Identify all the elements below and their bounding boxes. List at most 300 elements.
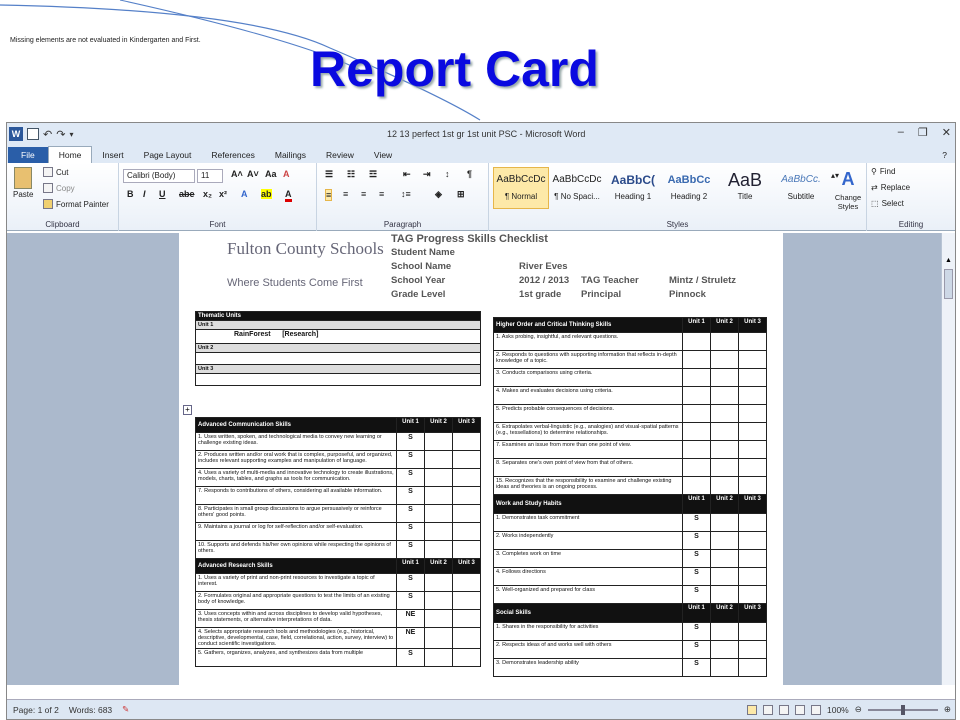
table-row <box>494 351 767 369</box>
unit-mark-cell[interactable] <box>711 550 739 568</box>
unit-mark-cell[interactable] <box>425 610 453 628</box>
unit-header: Unit 1 <box>397 559 425 574</box>
tab-page-layout[interactable]: Page Layout <box>143 150 192 160</box>
style-heading-2[interactable]: AaBbCc Heading 2 <box>667 174 711 201</box>
close-icon[interactable]: ✕ <box>941 127 951 139</box>
align-left-icon[interactable]: ≡ <box>326 190 332 200</box>
table-row <box>494 441 767 459</box>
unit-mark-cell[interactable]: S <box>397 433 425 451</box>
skill-text: 3. Demonstrates leadership ability <box>494 659 683 677</box>
window-title: 12 13 perfect 1st gr 1st unit PSC - Microsoft Word <box>387 129 586 139</box>
unit-mark-cell[interactable]: S <box>397 592 425 610</box>
skill-text: 4. Uses a variety of multi-media and innovative technology to create illustrations, models, charts, tables, and graphs as tools for communication. <box>196 469 397 487</box>
bullets-icon[interactable]: ☰ <box>325 169 334 179</box>
unit-mark-cell[interactable] <box>711 586 739 604</box>
restore-icon[interactable]: ❐ <box>917 127 928 139</box>
format-painter-button[interactable]: Format Painter <box>43 199 109 209</box>
unit-mark-cell[interactable]: S <box>397 541 425 559</box>
table-row <box>196 610 481 628</box>
zoom-level[interactable]: 100% <box>827 704 849 715</box>
underline-icon[interactable]: U <box>159 189 166 199</box>
paste-button[interactable]: Paste <box>13 167 33 199</box>
unit-mark-cell[interactable] <box>739 532 767 550</box>
styles-label: Styles <box>666 220 689 229</box>
unit-mark-cell[interactable] <box>683 441 711 459</box>
unit-mark-cell[interactable] <box>711 441 739 459</box>
unit3-label: Unit 3 <box>196 365 481 374</box>
ribbon-tabs <box>7 145 955 163</box>
table-row <box>494 659 767 677</box>
skill-text: 2. Respects ideas of and works well with others <box>494 641 683 659</box>
unit-mark-cell[interactable]: S <box>397 451 425 469</box>
higher-order-title: Higher Order and Critical Thinking Skills <box>494 318 683 333</box>
unit-mark-cell[interactable] <box>453 541 481 559</box>
replace-icon: ⇄ <box>871 183 878 192</box>
unit-mark-cell[interactable] <box>711 659 739 677</box>
styles-scroll-icon[interactable]: ▴▾ <box>831 171 840 180</box>
shading-icon[interactable]: ◈ <box>435 189 442 199</box>
tab-file[interactable]: File <box>8 147 48 163</box>
unit-mark-cell[interactable] <box>739 659 767 677</box>
paste-icon <box>14 167 32 189</box>
unit-mark-cell[interactable]: S <box>397 505 425 523</box>
borders-icon[interactable]: ⊞ <box>457 189 465 199</box>
skill-text: 2. Responds to questions with supporting information that reflects in-depth knowledge of a topic. <box>494 351 683 369</box>
scroll-up-icon[interactable]: ▲ <box>945 257 952 264</box>
school-name-value: River Eves <box>519 261 568 272</box>
tab-references[interactable]: References <box>211 150 255 160</box>
word-app-icon[interactable]: W <box>9 127 23 141</box>
skill-text: 2. Produces written and/or oral work that is complex, purposeful, and organized, includes relevant supporting examples and manipulation of language. <box>196 451 397 469</box>
numbering-icon[interactable]: ☷ <box>347 169 356 179</box>
document-area <box>7 233 956 685</box>
unit-mark-cell[interactable] <box>739 423 767 441</box>
word-count[interactable]: Words: 683 <box>68 704 113 715</box>
subscript-icon[interactable]: x₂ <box>203 189 213 199</box>
unit-mark-cell[interactable] <box>453 523 481 541</box>
table-row <box>196 628 481 649</box>
unit-mark-cell[interactable] <box>425 574 453 592</box>
table-row <box>494 623 767 641</box>
unit-mark-cell[interactable] <box>683 351 711 369</box>
skill-text: 1. Demonstrates task commitment <box>494 514 683 532</box>
unit-mark-cell[interactable] <box>739 477 767 495</box>
unit-header: Unit 2 <box>711 318 739 333</box>
align-center-icon[interactable]: ≡ <box>343 189 349 199</box>
unit-mark-cell[interactable]: S <box>397 574 425 592</box>
unit-mark-cell[interactable] <box>739 514 767 532</box>
clipboard-label: Clipboard <box>45 220 80 229</box>
proofing-icon[interactable]: ✎ <box>122 704 130 714</box>
unit-mark-cell[interactable] <box>453 505 481 523</box>
font-size-combo[interactable]: 11 <box>197 169 223 183</box>
change-styles-button[interactable]: A Change Styles <box>834 169 862 211</box>
work-study-rows <box>494 514 767 604</box>
grow-font-icon[interactable]: A˄ <box>231 169 243 179</box>
grade-level-value: 1st grade <box>519 289 562 300</box>
unit-mark-cell[interactable]: S <box>683 514 711 532</box>
unit-mark-cell[interactable] <box>453 433 481 451</box>
unit-mark-cell[interactable]: NE <box>397 610 425 628</box>
skill-text: 4. Makes and evaluates decisions using criteria. <box>494 387 683 405</box>
unit-mark-cell[interactable]: S <box>683 623 711 641</box>
word-window <box>6 122 956 720</box>
quick-access-toolbar <box>7 127 73 141</box>
skill-text: 4. Selects appropriate research tools and methodologies (e.g., historical, descriptive, developmental, case, field, correlational, action, survey, interview) to conduct scientific investigations. <box>196 628 397 649</box>
line-spacing-icon[interactable]: ↕≡ <box>401 189 411 199</box>
school-logo: Fulton County Schools <box>227 239 384 258</box>
grade-level-label: Grade Level <box>391 289 446 300</box>
tag-teacher-value: Mintz / Struletz <box>669 275 737 286</box>
table-row <box>494 387 767 405</box>
skill-text: 1. Uses written, spoken, and technological media to convey new learning or challenge existing ideas. <box>196 433 397 451</box>
skill-text: 5. Well-organized and prepared for class <box>494 586 683 604</box>
unit-mark-cell[interactable]: S <box>683 659 711 677</box>
tag-teacher-label: TAG Teacher <box>581 275 639 286</box>
save-icon[interactable] <box>27 128 39 140</box>
table-row <box>494 586 767 604</box>
table-row <box>494 459 767 477</box>
skill-text: 3. Completes work on time <box>494 550 683 568</box>
scroll-thumb[interactable] <box>944 269 953 299</box>
unit-mark-cell[interactable] <box>711 387 739 405</box>
skill-text: 8. Participates in small group discussions to argue persuasively or reinforce others' good points. <box>196 505 397 523</box>
unit-mark-cell[interactable] <box>425 541 453 559</box>
scissors-icon <box>43 167 53 177</box>
unit-mark-cell[interactable]: S <box>397 649 425 667</box>
unit-header: Unit 3 <box>739 604 767 623</box>
tab-mailings[interactable]: Mailings <box>274 150 307 160</box>
tab-insert[interactable]: Insert <box>102 150 124 160</box>
unit-mark-cell[interactable] <box>711 369 739 387</box>
table-row <box>196 592 481 610</box>
help-icon[interactable]: ? <box>942 150 947 160</box>
skill-text: 7. Examines an issue from more than one point of view. <box>494 441 683 459</box>
unit-header: Unit 1 <box>683 604 711 623</box>
unit-mark-cell[interactable] <box>683 459 711 477</box>
thematic-units-table <box>195 311 481 386</box>
styles-group <box>489 163 867 231</box>
justify-icon[interactable]: ≡ <box>379 189 385 199</box>
show-marks-icon[interactable]: ¶ <box>467 169 473 179</box>
higher-order-table <box>493 317 767 677</box>
bold-icon[interactable]: B <box>127 189 134 199</box>
social-rows <box>494 623 767 677</box>
clear-formatting-icon[interactable]: A <box>283 169 290 179</box>
unit-mark-cell[interactable]: S <box>683 586 711 604</box>
unit-mark-cell[interactable] <box>425 487 453 505</box>
social-title: Social Skills <box>494 604 683 623</box>
table-row <box>196 574 481 592</box>
table-row <box>196 505 481 523</box>
checklist-title: TAG Progress Skills Checklist <box>391 233 548 245</box>
table-row <box>494 550 767 568</box>
unit-mark-cell[interactable]: S <box>683 641 711 659</box>
tab-review[interactable]: Review <box>326 150 354 160</box>
table-row <box>196 649 481 667</box>
unit-mark-cell[interactable] <box>739 351 767 369</box>
thematic-title: Thematic Units <box>196 312 481 321</box>
unit-mark-cell[interactable] <box>425 592 453 610</box>
slide-note: Missing elements are not evaluated in Kindergarten and First. <box>10 37 201 44</box>
zoom-slider[interactable] <box>868 709 938 711</box>
table-row <box>196 523 481 541</box>
web-layout-icon[interactable] <box>779 705 789 715</box>
skill-text: 9. Maintains a journal or log for self-reflection and/or self-evaluation. <box>196 523 397 541</box>
editing-label: Editing <box>898 220 924 229</box>
unit-mark-cell[interactable] <box>453 649 481 667</box>
font-group <box>119 163 317 231</box>
unit-mark-cell[interactable] <box>711 477 739 495</box>
unit1-label: Unit 1 <box>196 321 481 330</box>
unit-mark-cell[interactable] <box>739 586 767 604</box>
student-name-label: Student Name <box>391 247 455 258</box>
unit-mark-cell[interactable]: S <box>683 532 711 550</box>
skill-text: 1. Asks probing, insightful, and relevant questions. <box>494 333 683 351</box>
unit-mark-cell[interactable] <box>711 514 739 532</box>
unit-mark-cell[interactable] <box>711 532 739 550</box>
copy-icon <box>43 183 53 193</box>
unit-mark-cell[interactable] <box>711 459 739 477</box>
unit-mark-cell[interactable] <box>711 423 739 441</box>
unit-mark-cell[interactable] <box>453 610 481 628</box>
decrease-indent-icon[interactable]: ⇤ <box>403 169 411 179</box>
table-row <box>196 469 481 487</box>
style-no-spacing[interactable]: AaBbCcDc ¶ No Spaci... <box>552 174 602 201</box>
school-year-value: 2012 / 2013 <box>519 275 570 286</box>
unit-mark-cell[interactable]: NE <box>397 628 425 649</box>
unit-mark-cell[interactable] <box>739 459 767 477</box>
unit3-value <box>196 374 481 386</box>
table-row <box>494 423 767 441</box>
binoculars-icon: ⚲ <box>871 167 877 176</box>
highlight-icon[interactable]: ab <box>261 189 272 199</box>
style-title[interactable]: AaB Title <box>727 170 763 201</box>
unit2-label: Unit 2 <box>196 344 481 353</box>
unit-mark-cell[interactable] <box>683 477 711 495</box>
style-subtitle[interactable]: AaBbCc. Subtitle <box>781 174 821 201</box>
slide-title: Report Card <box>310 41 599 97</box>
skill-text: 5. Gathers, organizes, analyzes, and synthesizes data from multiple <box>196 649 397 667</box>
redo-icon[interactable]: ↷ <box>56 128 66 141</box>
table-row <box>494 405 767 423</box>
skill-text: 5. Predicts probable consequences of decisions. <box>494 405 683 423</box>
table-row <box>494 369 767 387</box>
select-icon: ⬚ <box>871 199 879 208</box>
document-page[interactable] <box>179 233 783 685</box>
brush-icon <box>43 199 53 209</box>
skill-text: 4. Follows directions <box>494 568 683 586</box>
font-label: Font <box>209 220 226 229</box>
skill-text: 3. Conducts comparisons using criteria. <box>494 369 683 387</box>
unit-mark-cell[interactable]: S <box>683 550 711 568</box>
align-right-icon[interactable]: ≡ <box>361 189 367 199</box>
unit-mark-cell[interactable] <box>453 469 481 487</box>
increase-indent-icon[interactable]: ⇥ <box>423 169 431 179</box>
table-row <box>196 541 481 559</box>
table-row <box>494 477 767 495</box>
unit-mark-cell[interactable] <box>425 628 453 649</box>
multilevel-list-icon[interactable]: ☲ <box>369 169 378 179</box>
draft-icon[interactable] <box>811 705 821 715</box>
skill-text: 10. Supports and defends his/her own opinions while respecting the opinions of others. <box>196 541 397 559</box>
unit-mark-cell[interactable] <box>425 523 453 541</box>
school-tagline: Where Students Come First <box>227 277 363 289</box>
unit-mark-cell[interactable] <box>453 487 481 505</box>
adv-comm-rows <box>196 433 481 559</box>
unit-mark-cell[interactable] <box>711 333 739 351</box>
font-name-combo[interactable]: Calibri (Body) <box>123 169 195 183</box>
clipboard-group <box>7 163 119 231</box>
unit-mark-cell[interactable] <box>683 423 711 441</box>
work-study-title: Work and Study Habits <box>494 495 683 514</box>
unit-header: Unit 1 <box>683 495 711 514</box>
style-heading-1[interactable]: AaBbC( Heading 1 <box>611 173 655 201</box>
zoom-out-icon[interactable]: ⊖ <box>854 704 862 714</box>
unit-mark-cell[interactable] <box>739 405 767 423</box>
unit-mark-cell[interactable] <box>711 351 739 369</box>
sort-icon[interactable]: ↕ <box>445 169 450 179</box>
superscript-icon[interactable]: x² <box>219 189 228 199</box>
unit-header: Unit 1 <box>683 318 711 333</box>
unit-mark-cell[interactable] <box>739 441 767 459</box>
paragraph-label: Paragraph <box>383 220 422 229</box>
change-styles-icon: A <box>841 169 855 189</box>
unit-mark-cell[interactable]: S <box>397 487 425 505</box>
table-row <box>494 514 767 532</box>
ribbon <box>7 163 955 231</box>
unit-header: Unit 2 <box>711 604 739 623</box>
title-bar <box>7 123 955 145</box>
table-row <box>196 433 481 451</box>
skill-text: 1. Shares in the responsibility for activities <box>494 623 683 641</box>
unit-header: Unit 2 <box>425 559 453 574</box>
advanced-communication-table <box>195 417 481 667</box>
italic-icon[interactable]: I <box>143 189 146 199</box>
vertical-scrollbar[interactable] <box>941 233 955 685</box>
print-layout-icon[interactable] <box>747 705 757 715</box>
principal-label: Principal <box>581 289 622 300</box>
unit-mark-cell[interactable] <box>711 641 739 659</box>
customize-qat-icon[interactable]: ▾ <box>69 129 74 139</box>
skill-text: 1. Uses a variety of print and non-print resources to investigate a topic of interest. <box>196 574 397 592</box>
table-row <box>494 568 767 586</box>
unit-mark-cell[interactable] <box>453 592 481 610</box>
minimize-icon[interactable]: – <box>897 126 904 138</box>
unit-mark-cell[interactable] <box>425 469 453 487</box>
unit-mark-cell[interactable] <box>739 550 767 568</box>
tab-home[interactable]: Home <box>48 146 93 163</box>
higher-order-rows <box>494 333 767 495</box>
unit-mark-cell[interactable] <box>739 623 767 641</box>
unit-header: Unit 2 <box>711 495 739 514</box>
skill-text: 8. Separates one's own point of view from that of others. <box>494 459 683 477</box>
replace-button[interactable]: ⇄ Replace <box>871 183 911 192</box>
skill-text: 3. Uses concepts within and across disciplines to develop valid hypotheses, thesis statements, or alternative interpretations of data. <box>196 610 397 628</box>
principal-value: Pinnock <box>669 289 706 300</box>
tab-view[interactable]: View <box>373 150 393 160</box>
unit-header: Unit 3 <box>453 559 481 574</box>
unit-header: Unit 3 <box>453 418 481 433</box>
unit-mark-cell[interactable] <box>683 369 711 387</box>
school-name-label: School Name <box>391 261 452 272</box>
unit-header: Unit 3 <box>739 495 767 514</box>
skill-text: 7. Responds to contributions of others, considering all available information. <box>196 487 397 505</box>
unit-mark-cell[interactable] <box>739 641 767 659</box>
table-row <box>494 333 767 351</box>
adv-comm-title: Advanced Communication Skills <box>196 418 397 433</box>
unit-mark-cell[interactable] <box>739 333 767 351</box>
unit-mark-cell[interactable] <box>453 451 481 469</box>
unit-mark-cell[interactable] <box>739 369 767 387</box>
unit-mark-cell[interactable] <box>739 387 767 405</box>
unit-mark-cell[interactable] <box>739 568 767 586</box>
unit-header: Unit 1 <box>397 418 425 433</box>
copy-button[interactable]: Copy <box>43 183 75 193</box>
skill-text: 6. Extrapolates verbal-linguistic (e.g., analogies) and visual-spatial patterns (e.g., tessellations) to determine relationships. <box>494 423 683 441</box>
unit-header: Unit 3 <box>739 318 767 333</box>
skill-text: 15. Recognizes that the responsibility to examine and challenge existing ideas and theories is an ongoing process. <box>494 477 683 495</box>
adv-research-rows <box>196 574 481 667</box>
skill-text: 2. Works independently <box>494 532 683 550</box>
find-button[interactable]: ⚲ Find <box>871 167 896 176</box>
zoom-in-icon[interactable]: ⊕ <box>943 704 951 714</box>
table-row <box>196 451 481 469</box>
shrink-font-icon[interactable]: A˅ <box>247 169 259 179</box>
table-row <box>494 641 767 659</box>
unit-mark-cell[interactable] <box>711 568 739 586</box>
page-count[interactable]: Page: 1 of 2 <box>13 704 59 715</box>
unit-mark-cell[interactable]: S <box>397 523 425 541</box>
adv-research-title: Advanced Research Skills <box>196 559 397 574</box>
paragraph-group <box>317 163 489 231</box>
outline-icon[interactable] <box>795 705 805 715</box>
unit-mark-cell[interactable] <box>453 574 481 592</box>
unit-mark-cell[interactable] <box>711 405 739 423</box>
unit-mark-cell[interactable] <box>683 405 711 423</box>
unit-mark-cell[interactable] <box>453 628 481 649</box>
font-color-icon[interactable]: A <box>285 189 292 202</box>
undo-icon[interactable]: ↶ <box>43 128 53 141</box>
text-effects-icon[interactable]: A <box>241 189 248 199</box>
status-bar <box>7 699 956 719</box>
strikethrough-icon[interactable]: abe <box>179 189 195 199</box>
unit-mark-cell[interactable] <box>425 451 453 469</box>
cut-button[interactable]: Cut <box>43 167 68 177</box>
style-normal[interactable]: AaBbCcDc ¶ Normal <box>493 167 549 209</box>
unit-mark-cell[interactable] <box>711 623 739 641</box>
unit-mark-cell[interactable] <box>425 433 453 451</box>
table-row <box>196 487 481 505</box>
unit-mark-cell[interactable] <box>683 333 711 351</box>
select-button[interactable]: ⬚ Select <box>871 199 904 208</box>
editing-group <box>867 163 955 231</box>
unit2-value <box>196 353 481 365</box>
skill-text: 2. Formulates original and appropriate questions to test the limits of an existing body of knowledge. <box>196 592 397 610</box>
unit-mark-cell[interactable]: S <box>683 568 711 586</box>
unit1-value: RainForest [Research] <box>196 330 481 344</box>
table-row <box>494 532 767 550</box>
unit-mark-cell[interactable]: S <box>397 469 425 487</box>
table-move-handle-icon[interactable]: + <box>183 405 192 415</box>
unit-header: Unit 2 <box>425 418 453 433</box>
school-year-label: School Year <box>391 275 446 286</box>
full-screen-icon[interactable] <box>763 705 773 715</box>
unit-mark-cell[interactable] <box>683 387 711 405</box>
change-case-icon[interactable]: Aa <box>265 169 277 179</box>
unit-mark-cell[interactable] <box>425 649 453 667</box>
unit-mark-cell[interactable] <box>425 505 453 523</box>
